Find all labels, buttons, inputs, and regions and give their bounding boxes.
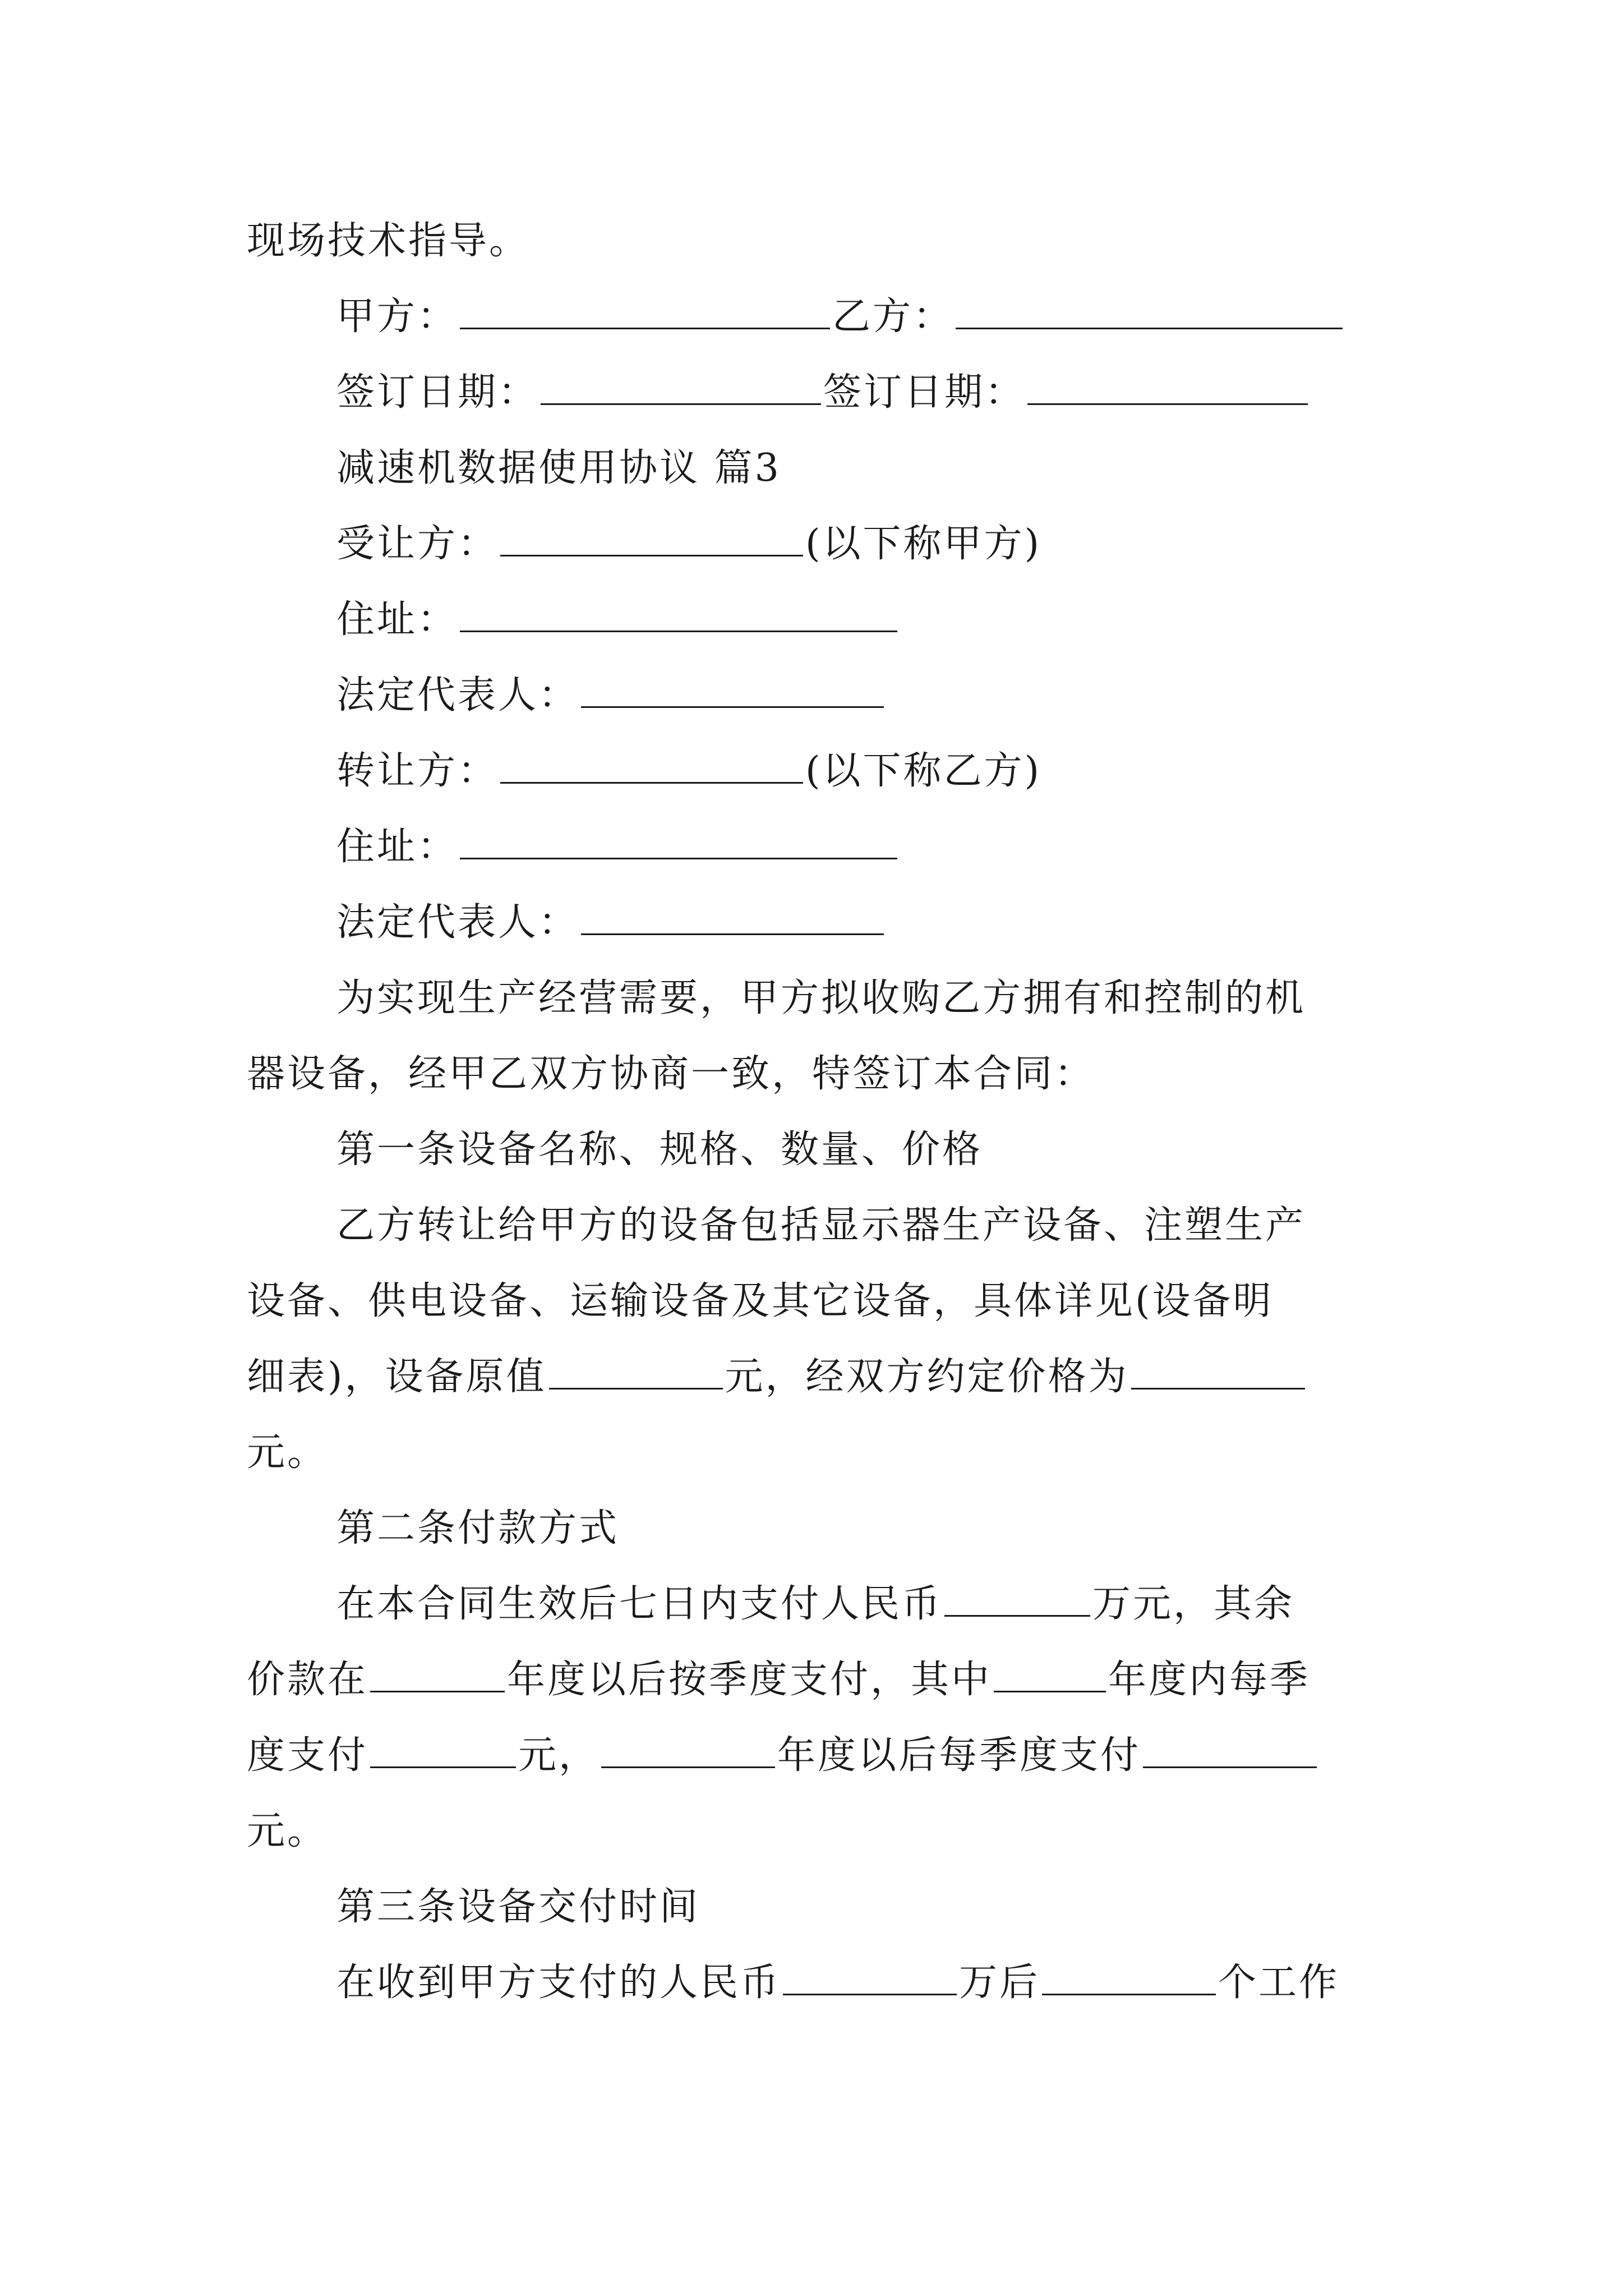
legal-rep-line: [336, 900, 886, 945]
label: 住址：: [336, 825, 458, 869]
fill-blank: [994, 1659, 1106, 1692]
fill-blank: [783, 1962, 957, 1995]
text: 现场技术指导。: [247, 219, 530, 263]
sign-date-label: 签订日期：: [336, 370, 539, 415]
text: 年度以后每季度支付: [777, 1733, 1141, 1778]
label: 受让方：: [336, 522, 499, 566]
label: 转让方：: [336, 749, 499, 793]
text: 为实现生产经营需要，甲方拟收购乙方拥有和控制的机: [336, 976, 1306, 1020]
text-line: [247, 1052, 1095, 1097]
fill-blank: [1027, 372, 1308, 405]
fill-blank: [370, 1735, 516, 1768]
address-line: [336, 825, 900, 869]
section-heading: [336, 446, 781, 491]
text: (以下称甲方): [805, 522, 1042, 566]
text-line: [336, 1203, 1306, 1248]
transferor-line: [336, 749, 1041, 794]
text: 价款在: [247, 1658, 368, 1702]
fill-blank: [500, 523, 803, 556]
party-signature-line: [336, 295, 1345, 339]
text-line: [336, 1961, 1339, 2005]
text: 设备、供电设备、运输设备及其它设备，具体详见(设备明: [247, 1279, 1274, 1323]
article-heading: [336, 1885, 700, 1930]
label: 住址：: [336, 597, 458, 642]
text: 万元，其余: [1092, 1582, 1295, 1626]
heading-text: 第三条设备交付时间: [336, 1885, 700, 1929]
text-line: [247, 1430, 328, 1475]
fill-blank: [460, 599, 897, 632]
article-heading: [336, 1128, 983, 1172]
fill-blank: [541, 372, 821, 405]
fill-blank: [460, 826, 897, 859]
text: 元。: [247, 1430, 328, 1475]
text: 乙方转让给甲方的设备包括显示器生产设备、注塑生产: [336, 1203, 1306, 1248]
text-line: [247, 1279, 1274, 1324]
sign-date-line: [336, 370, 1310, 415]
fill-blank: [601, 1735, 775, 1768]
party-a-label: 甲方：: [336, 295, 458, 339]
fill-blank: [956, 296, 1343, 329]
fill-blank: [581, 902, 884, 935]
text: 在收到甲方支付的人民币: [336, 1961, 781, 2005]
fill-blank: [370, 1659, 505, 1692]
fill-blank: [581, 675, 884, 708]
text: 度支付: [247, 1733, 368, 1778]
text: 元。: [247, 1809, 328, 1853]
text: 个工作: [1218, 1961, 1340, 2005]
text-line: [247, 1355, 1307, 1400]
text: 元，: [518, 1733, 600, 1778]
heading-text: 减速机数据使用协议 篇3: [336, 446, 781, 490]
transferee-line: [336, 522, 1041, 567]
heading-text: 第二条付款方式: [336, 1506, 620, 1550]
text: 细表)，设备原值: [247, 1355, 547, 1399]
article-heading: [336, 1506, 619, 1551]
text: 万后: [959, 1961, 1040, 2005]
text-line: [336, 1582, 1294, 1627]
text-line: [247, 1733, 1319, 1778]
fill-blank: [1143, 1735, 1317, 1768]
text: 年度以后按季度支付，其中: [507, 1658, 992, 1702]
sign-date-label: 签订日期：: [823, 370, 1026, 415]
fill-blank: [460, 296, 830, 329]
fill-blank: [549, 1356, 723, 1389]
party-b-label: 乙方：: [832, 295, 954, 339]
fill-blank: [1042, 1962, 1216, 1995]
text: 器设备，经甲乙双方协商一致，特签订本合同：: [247, 1052, 1095, 1096]
fill-blank: [500, 751, 803, 784]
legal-rep-line: [336, 673, 886, 718]
text: 元，经双方约定价格为: [725, 1355, 1129, 1399]
fill-blank: [1131, 1356, 1305, 1389]
text: 年度内每季: [1108, 1658, 1311, 1702]
heading-text: 第一条设备名称、规格、数量、价格: [336, 1128, 983, 1172]
text: 在本合同生效后七日内支付人民币: [336, 1582, 943, 1626]
fill-blank: [944, 1584, 1090, 1617]
text-line: [247, 1809, 328, 1854]
text-line: [247, 1658, 1310, 1703]
text: (以下称乙方): [805, 749, 1042, 793]
text-line: [336, 976, 1306, 1021]
address-line: [336, 597, 900, 642]
text-line: [247, 219, 529, 264]
label: 法定代表人：: [336, 900, 579, 945]
label: 法定代表人：: [336, 673, 579, 717]
